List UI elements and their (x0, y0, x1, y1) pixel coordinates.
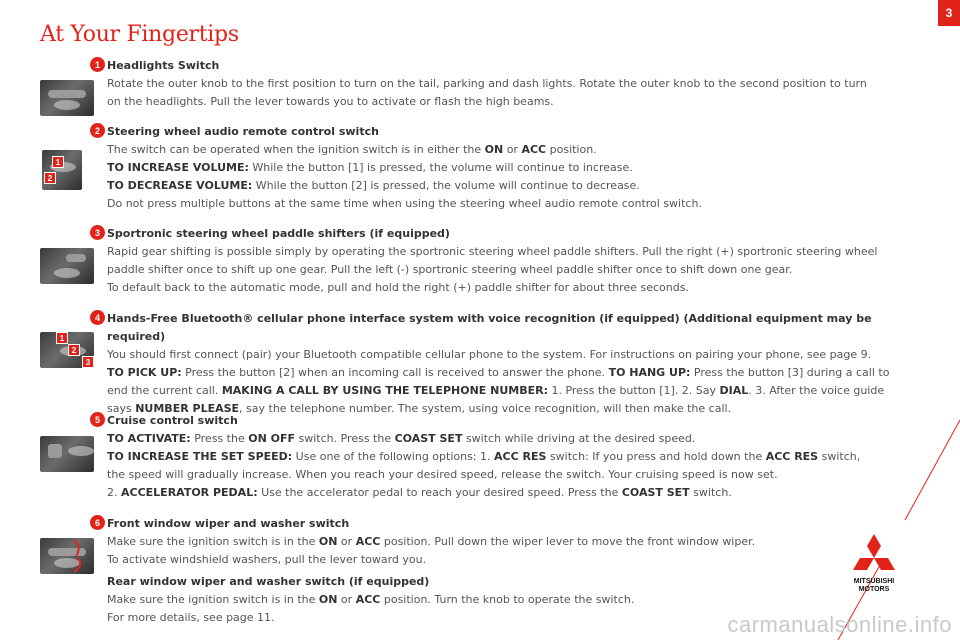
thumb-badge-1: 1 (56, 332, 68, 344)
paddle-shifter-image (40, 248, 94, 284)
section-heading: Steering wheel audio remote control switch (107, 125, 379, 138)
thumb-badge-3: 3 (82, 356, 94, 368)
body-line: says NUMBER PLEASE, say the telephone number. The system, using voice recognition, will then make the call. (107, 402, 732, 415)
body-line: Make sure the ignition switch is in the ON or ACC position. Turn the knob to operate the switch. (107, 593, 635, 606)
section-headlights (90, 57, 920, 111)
section-number-badge: 5 (90, 412, 105, 427)
section-number-badge: 2 (90, 123, 105, 138)
bluetooth-buttons-image (40, 332, 94, 368)
section-heading: Headlights Switch (107, 59, 220, 72)
section-heading: Sportronic steering wheel paddle shifters (if equipped) (107, 227, 450, 240)
section-audio-remote (90, 123, 920, 213)
body-line: To activate windshield washers, pull the lever toward you. (107, 553, 427, 566)
logo-wordmark (838, 578, 910, 594)
body-line: The switch can be operated when the ignition switch is in either the ON or ACC position. (107, 143, 597, 156)
body-line: end the current call. MAKING A CALL BY USING THE TELEPHONE NUMBER: 1. Press the button [1]. 2. Say DIAL. 3. After the voice guide (107, 384, 885, 397)
section-wipers (90, 515, 830, 627)
wiper-switch-image (40, 538, 94, 574)
body-line: TO DECREASE VOLUME: While the button [2] is pressed, the volume will continue to decrease. (107, 179, 640, 192)
body-line: on the headlights. Pull the lever towards you to activate or flash the high beams. (107, 95, 554, 108)
body-line: To default back to the automatic mode, pull and hold the right (+) paddle shifter for about three seconds. (107, 281, 689, 294)
page-number: 3 (938, 0, 960, 26)
body-line: TO PICK UP: Press the button [2] when an incoming call is received to answer the phone. TO HANG UP: Press the button [3] during a call to (107, 366, 890, 379)
watermark: carmanualsonline.info (727, 612, 952, 637)
section-number-badge: 1 (90, 57, 105, 72)
thumb-badge-1: 1 (52, 156, 64, 168)
body-line: the speed will gradually increase. When you reach your desired speed, release the switch. Your cruising speed is now set. (107, 468, 778, 481)
cruise-control-image (40, 436, 94, 472)
body-line: For more details, see page 11. (107, 611, 275, 624)
mitsubishi-logo-icon (838, 534, 910, 578)
thumb-badge-2: 2 (44, 172, 56, 184)
body-line: Rapid gear shifting is possible simply by operating the sportronic steering wheel paddle shifters. Pull the right (+) sportronic steering wheel (107, 245, 878, 258)
audio-remote-image (42, 150, 82, 190)
body-line: TO INCREASE VOLUME: While the button [1] is pressed, the volume will continue to increase. (107, 161, 633, 174)
section-number-badge: 3 (90, 225, 105, 240)
body-line: Make sure the ignition switch is in the ON or ACC position. Pull down the wiper lever to move the front window wiper. (107, 535, 756, 548)
section-bluetooth (90, 310, 920, 418)
body-line: Do not press multiple buttons at the same time when using the steering wheel audio remote control switch. (107, 197, 702, 210)
body-line: 2. ACCELERATOR PEDAL: Use the accelerator pedal to reach your desired speed. Press the COAST SET switch. (107, 486, 732, 499)
logo-line-1: MITSUBISHI (853, 578, 895, 585)
body-line: TO ACTIVATE: Press the ON OFF switch. Press the COAST SET switch while driving at the desired speed. (107, 432, 696, 445)
body-line: You should first connect (pair) your Bluetooth compatible cellular phone to the system. For instructions on pairing your phone, see page 9. (107, 348, 872, 361)
section-heading: Hands-Free Bluetooth® cellular phone interface system with voice recognition (if equipped) (Additional equipment may be required) (107, 312, 872, 343)
headlights-switch-image (40, 80, 94, 116)
section-number-badge: 6 (90, 515, 105, 530)
section-number-badge: 4 (90, 310, 105, 325)
body-line: TO INCREASE THE SET SPEED: Use one of the following options: 1. ACC RES switch: If you press and hold down the ACC RES switch, (107, 450, 861, 463)
section-subheading: Rear window wiper and washer switch (if equipped) (107, 575, 430, 588)
section-heading: Cruise control switch (107, 414, 238, 427)
logo-line-2: MOTORS (858, 586, 890, 593)
section-paddle-shifters (90, 225, 920, 297)
page-title: At Your Fingertips (40, 22, 239, 47)
section-heading: Front window wiper and washer switch (107, 517, 350, 530)
body-line: paddle shifter once to shift up one gear. Pull the left (-) sportronic steering wheel paddle shifter once to shift down one gear. (107, 263, 793, 276)
thumb-badge-2: 2 (68, 344, 80, 356)
body-line: Rotate the outer knob to the first position to turn on the tail, parking and dash lights. Rotate the outer knob to the second position to turn (107, 77, 867, 90)
wiper-arrows (40, 538, 94, 574)
section-cruise-control (90, 412, 920, 502)
